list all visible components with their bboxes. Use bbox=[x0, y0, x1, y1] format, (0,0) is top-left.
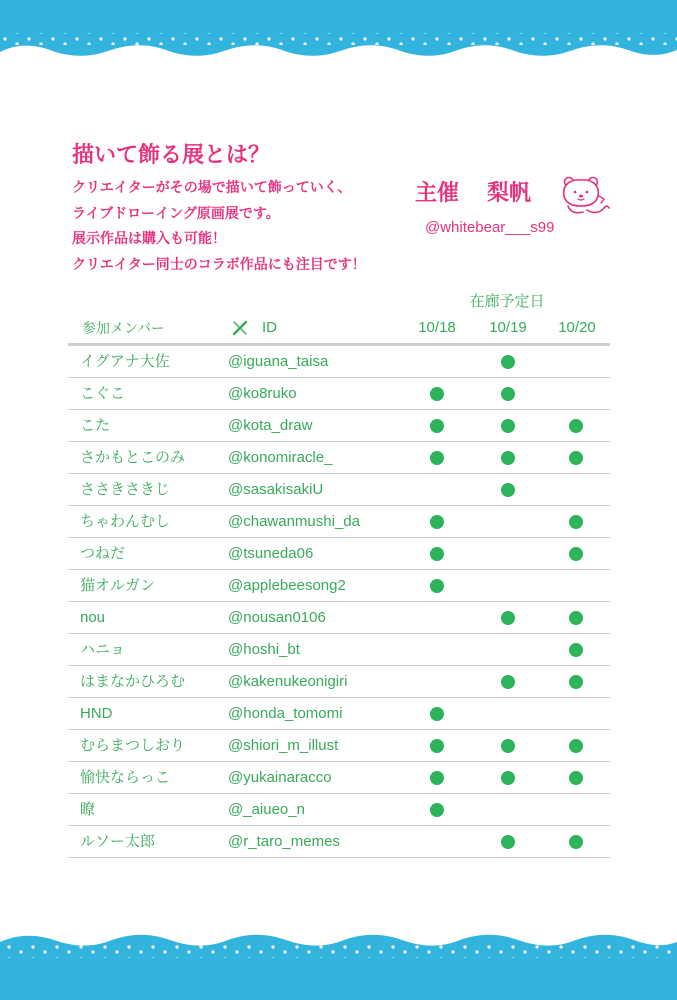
intro-line: ライブドローイング原画展です。 bbox=[72, 204, 280, 221]
intro-line: 展示作品は購入も可能！ bbox=[72, 230, 226, 246]
attendance-dot bbox=[430, 739, 444, 753]
organizer-label: 主催 bbox=[415, 180, 460, 205]
attendance-cell bbox=[561, 442, 591, 473]
attendance-cell bbox=[493, 634, 523, 665]
member-name: こた bbox=[80, 417, 111, 434]
attendance-cell bbox=[422, 602, 452, 633]
attendance-dot bbox=[501, 611, 515, 625]
intro-line: クリエイター同士のコラボ作品にも注目です！ bbox=[72, 255, 366, 272]
attendance-cell bbox=[422, 506, 452, 537]
member-name: つねだ bbox=[80, 545, 126, 562]
attendance-cell bbox=[493, 410, 523, 441]
member-name: はまなかひろむ bbox=[80, 673, 186, 690]
attendance-cell bbox=[493, 794, 523, 825]
attendance-cell bbox=[422, 698, 452, 729]
attendance-cell bbox=[561, 794, 591, 825]
attendance-dot bbox=[569, 515, 583, 529]
attendance-dot bbox=[569, 547, 583, 561]
attendance-cell bbox=[561, 730, 591, 761]
attendance-cell bbox=[493, 602, 523, 633]
x-logo-icon bbox=[233, 321, 247, 335]
attendance-cell bbox=[561, 410, 591, 441]
attendance-cell bbox=[561, 634, 591, 665]
member-row bbox=[68, 506, 610, 538]
member-row bbox=[68, 570, 610, 602]
attendance-cell bbox=[422, 410, 452, 441]
attendance-cell bbox=[561, 378, 591, 409]
member-x-id: @hoshi_bt bbox=[228, 641, 300, 658]
attendance-dot bbox=[430, 579, 444, 593]
attendance-dot bbox=[569, 739, 583, 753]
member-name: nou bbox=[80, 609, 106, 626]
attendance-cell bbox=[493, 538, 523, 569]
attendance-cell bbox=[493, 826, 523, 857]
member-x-id: @chawanmushi_da bbox=[228, 513, 360, 530]
member-name: こぐこ bbox=[80, 385, 126, 402]
member-name: イグアナ大佐 bbox=[80, 353, 170, 370]
attendance-dot bbox=[569, 643, 583, 657]
member-x-id: @_aiueo_n bbox=[228, 801, 305, 818]
member-x-id: @kota_draw bbox=[228, 417, 313, 434]
attendance-cell bbox=[561, 538, 591, 569]
attendance-cell bbox=[493, 666, 523, 697]
member-name: 猫オルガン bbox=[80, 577, 156, 594]
column-header-date: 10/19 bbox=[489, 319, 527, 336]
attendance-cell bbox=[422, 538, 452, 569]
attendance-cell bbox=[422, 666, 452, 697]
attendance-cell bbox=[561, 346, 591, 377]
attendance-cell bbox=[493, 442, 523, 473]
attendance-cell bbox=[422, 474, 452, 505]
member-row bbox=[68, 538, 610, 570]
attendance-dot bbox=[430, 387, 444, 401]
member-name: ちゃわんむし bbox=[80, 513, 171, 530]
member-row bbox=[68, 634, 610, 666]
attendance-dot bbox=[501, 387, 515, 401]
member-name: ささきさきじ bbox=[80, 481, 171, 498]
member-x-id: @honda_tomomi bbox=[228, 705, 343, 722]
member-x-id: @tsuneda06 bbox=[228, 545, 314, 562]
attendance-dot bbox=[430, 771, 444, 785]
attendance-cell bbox=[422, 442, 452, 473]
member-row bbox=[68, 442, 610, 474]
member-row bbox=[68, 730, 610, 762]
member-rows bbox=[68, 346, 610, 858]
member-row bbox=[68, 794, 610, 826]
member-row bbox=[68, 410, 610, 442]
intro-line: クリエイターがその場で描いて飾っていく、 bbox=[72, 179, 352, 195]
attendance-cell bbox=[493, 762, 523, 793]
attendance-dot bbox=[569, 611, 583, 625]
member-name: 瞭 bbox=[80, 801, 96, 818]
member-x-id: @nousan0106 bbox=[228, 609, 326, 626]
attendance-dot bbox=[569, 835, 583, 849]
attendance-dot bbox=[569, 771, 583, 785]
attendance-cell bbox=[493, 346, 523, 377]
member-row bbox=[68, 378, 610, 410]
column-header-date: 10/18 bbox=[418, 319, 456, 336]
attendance-cell bbox=[561, 666, 591, 697]
attendance-dot bbox=[430, 451, 444, 465]
attendance-cell bbox=[422, 634, 452, 665]
attendance-dot bbox=[501, 675, 515, 689]
attendance-cell bbox=[493, 378, 523, 409]
member-x-id: @yukainaracco bbox=[228, 769, 332, 786]
member-name: ハニョ bbox=[80, 641, 126, 658]
attendance-cell bbox=[422, 378, 452, 409]
attendance-cell bbox=[561, 474, 591, 505]
member-x-id: @konomiracle_ bbox=[228, 449, 333, 466]
attendance-cell bbox=[561, 506, 591, 537]
attendance-dot bbox=[501, 739, 515, 753]
attendance-dot bbox=[430, 515, 444, 529]
organizer-name: 梨帆 bbox=[487, 180, 532, 205]
attendance-cell bbox=[493, 474, 523, 505]
member-row bbox=[68, 666, 610, 698]
attendance-cell bbox=[493, 570, 523, 601]
attendance-dot bbox=[501, 835, 515, 849]
organizer-handle: @whitebear___s99 bbox=[425, 219, 555, 236]
attendance-cell bbox=[561, 698, 591, 729]
member-x-id: @iguana_taisa bbox=[228, 353, 329, 370]
intro-description bbox=[72, 175, 366, 277]
attendance-dot bbox=[430, 707, 444, 721]
attendance-dot bbox=[569, 675, 583, 689]
attendance-cell bbox=[422, 762, 452, 793]
member-x-id: @sasakisakiU bbox=[228, 481, 324, 498]
attendance-cell bbox=[561, 570, 591, 601]
member-x-id: @applebeesong2 bbox=[228, 577, 346, 594]
member-row bbox=[68, 474, 610, 506]
member-x-id: @ko8ruko bbox=[228, 385, 297, 402]
top-wave-border bbox=[0, 0, 677, 70]
bottom-wave-border bbox=[0, 920, 677, 1000]
attendance-cell bbox=[561, 602, 591, 633]
member-row bbox=[68, 346, 610, 378]
member-name: さかもとこのみ bbox=[80, 449, 186, 466]
attendance-dot bbox=[569, 419, 583, 433]
attendance-cell bbox=[493, 698, 523, 729]
member-row bbox=[68, 698, 610, 730]
column-header-member: 参加メンバー bbox=[82, 320, 166, 336]
attendance-cell bbox=[422, 346, 452, 377]
attendance-dot bbox=[501, 771, 515, 785]
attendance-dot bbox=[430, 419, 444, 433]
member-x-id: @kakenukeonigiri bbox=[228, 673, 348, 690]
member-row bbox=[68, 762, 610, 794]
member-name: むらまつしおり bbox=[80, 737, 186, 754]
intro-title: 描いて飾る展とは？ bbox=[72, 142, 271, 167]
member-row bbox=[68, 602, 610, 634]
member-name: HND bbox=[80, 705, 113, 722]
attendance-cell bbox=[422, 826, 452, 857]
attendance-dot bbox=[501, 483, 515, 497]
member-name: 愉快ならっこ bbox=[80, 769, 171, 786]
attendance-cell bbox=[493, 506, 523, 537]
attendance-cell bbox=[422, 730, 452, 761]
schedule-label: 在廊予定日 bbox=[469, 293, 545, 310]
attendance-dot bbox=[430, 803, 444, 817]
attendance-cell bbox=[422, 570, 452, 601]
attendance-dot bbox=[501, 355, 515, 369]
column-header-date: 10/20 bbox=[558, 319, 596, 336]
attendance-dot bbox=[501, 419, 515, 433]
member-x-id: @shiori_m_illust bbox=[228, 737, 339, 754]
member-row bbox=[68, 826, 610, 858]
bear-doodle-icon bbox=[556, 174, 610, 216]
attendance-cell bbox=[422, 794, 452, 825]
member-name: ルソー太郎 bbox=[80, 833, 156, 850]
attendance-cell bbox=[561, 826, 591, 857]
attendance-dot bbox=[501, 451, 515, 465]
attendance-dot bbox=[569, 451, 583, 465]
member-x-id: @r_taro_memes bbox=[228, 833, 340, 850]
column-header-id: ID bbox=[262, 319, 277, 336]
attendance-cell bbox=[493, 730, 523, 761]
attendance-dot bbox=[430, 547, 444, 561]
attendance-cell bbox=[561, 762, 591, 793]
